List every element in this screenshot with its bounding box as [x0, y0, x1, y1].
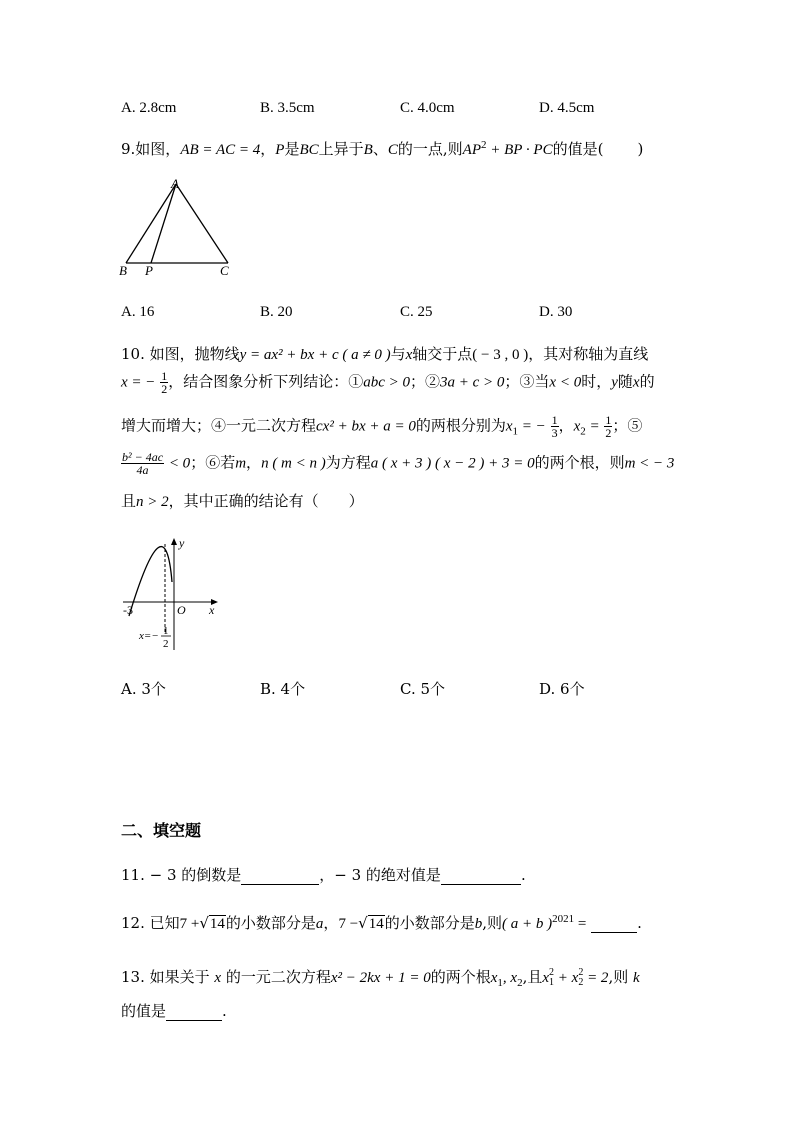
option-d: D. 6个	[539, 680, 585, 698]
origin-label: O	[177, 603, 186, 617]
question-13-line-2: 的值是 .	[121, 1002, 227, 1020]
label-a: A	[171, 176, 179, 191]
section-heading: 二、填空题	[121, 821, 202, 840]
question-10-line-2: x = − $\frac{1}{2}$ ，结合图象分析下列结论：①abc > 0；②3a + c > 0；③当x < 0时，y随x的	[121, 369, 655, 396]
axis-eq-num: 1	[163, 625, 169, 637]
option-d: D. 30	[539, 304, 573, 320]
label-b: B	[119, 263, 127, 278]
axis-eq-den: 2	[163, 638, 169, 650]
question-13-line-1: 13. 如果关于 x 的一元二次方程x² − 2kx + 1 = 0的两个根$x_1$, $x_2$,且x 2 1 + x 2 2 = 2,则 k	[121, 967, 640, 989]
option-c: C. 4.0cm	[400, 100, 455, 116]
label-p: P	[145, 263, 153, 278]
answer-blank[interactable]	[591, 932, 637, 933]
question-10-line-1: 10. 如图，抛物线y = ax² + bx + c ( a ≠ 0 )与x轴交于点( − 3 , 0 )，其对称轴为直线	[121, 345, 649, 363]
option-a: A. 3个	[121, 680, 166, 698]
answer-blank[interactable]	[441, 884, 521, 885]
x-axis-label: x	[209, 603, 215, 617]
answer-blank[interactable]	[241, 884, 319, 885]
option-a: A. 16	[121, 304, 155, 320]
question-10-line-3: 增大而增大；④一元二次方程cx² + bx + a = 0的两根分别为$x_1$ = − $\frac{1}{3}$ ，$x_2$ = $\frac{1}{2}$ ；⑤	[121, 413, 643, 440]
neg3-label: -3	[123, 603, 133, 617]
question-10-line-5: 且n > 2，其中正确的结论有（ ）	[121, 492, 364, 510]
option-d: D. 4.5cm	[539, 100, 595, 116]
question-11: 11. − 3 的倒数是 ，− 3 的绝对值是 .	[121, 866, 526, 884]
question-10-line-4: $\frac{\text{b² − 4ac}}{4a}$ < 0；⑥若m，n ( m < n )为方程a ( x + 3 ) ( x − 2 ) + 3 = 0的两个根，则m < − 3	[122, 450, 675, 477]
axis-eq-label: x=−	[139, 630, 159, 642]
option-a: A. 2.8cm	[121, 100, 177, 116]
option-b: B. 3.5cm	[260, 100, 315, 116]
parabola-figure	[115, 532, 227, 654]
option-c: C. 25	[400, 304, 433, 320]
question-9: 9.如图，AB = AC = 4，P是BC上异于B、C的一点,则$AP^2$ + BP · PC的值是( )	[121, 139, 644, 158]
option-c: C. 5个	[400, 680, 446, 698]
option-b: B. 4个	[260, 680, 306, 698]
answer-blank[interactable]	[166, 1020, 222, 1021]
y-axis-label: y	[179, 536, 185, 550]
triangle-figure	[115, 172, 245, 282]
label-c: C	[220, 263, 229, 278]
question-12: 12. 已知7 +√14的小数部分是a，7 −√14的小数部分是b,则( a + b )$^{2021}$ = .	[121, 913, 642, 932]
option-b: B. 20	[260, 304, 293, 320]
